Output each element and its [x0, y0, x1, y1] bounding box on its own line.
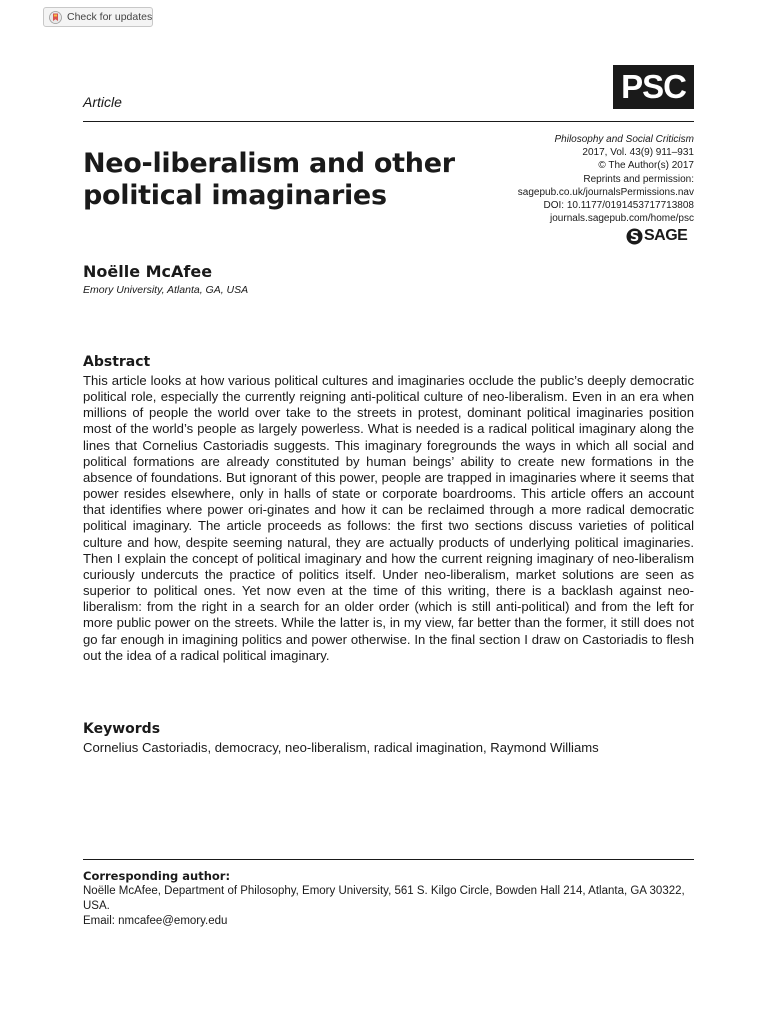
doi-link[interactable]: DOI: 10.1177/0191453717713808	[543, 200, 694, 212]
check-for-updates-label: Check for updates	[67, 11, 153, 23]
abstract-heading: Abstract	[83, 354, 151, 370]
copyright-notice: © The Author(s) 2017	[598, 160, 694, 172]
footnote-divider	[83, 859, 694, 860]
abstract-text: This article looks at how various political cultures and imaginaries occlude the public’s deeply democratic political role, especially the currently reigning anti-political culture of neo-liberalism. Even in an era when millions of people the world over take to the streets in protest, dominant political imaginaries position most of the world’s people as largely powerless. What is needed is a radical political imaginary along the lines that Cornelius Castoriadis suggests. This imaginary foregrounds the ways in which all social and political formations are already constituted by human beings’ ability to create new formations in the absence of foundations. But ignorant of this power, people are trapped in imaginaries where it seems that power resides elsewhere, only in halls of state or corporate boardrooms. This article offers an account that identifies where power ori-ginates and how it can be reclaimed through a more radical democratic political imaginary. The article proceeds as follows: the first two sections discuss varieties of political culture and how, despite seeming natural, they are actually products of underlying political imaginaries. Then I explain the concept of political imaginary and how the current reigning imaginary of neo-liberalism curiously undercuts the practice of politics itself. Under neo-liberalism, market solutions are seen as superior to political ones. Yet now even at the time of this writing, there is a backlash against neo-liberalism: from the right in a search for an older order (which is still anti-political) and from the left for more public power on the streets. While the latter is, in my view, far better than the former, it still does not go far enough in imagining politics and power otherwise. In the final section I draw on Castoriadis to flesh out the idea of a radical political imaginary.	[83, 373, 694, 663]
svg-text:S: S	[629, 229, 640, 245]
update-check-icon	[49, 11, 62, 24]
publisher-name: SAGE	[644, 227, 688, 244]
sage-dollar-icon	[626, 228, 643, 245]
article-type-label: Article	[83, 94, 122, 110]
corresponding-author-heading: Corresponding author:	[83, 869, 231, 883]
permissions-link[interactable]: sagepub.co.uk/journalsPermissions.nav	[517, 186, 694, 198]
journal-home-link[interactable]: journals.sagepub.com/home/psc	[550, 213, 694, 225]
publisher-logo	[626, 226, 687, 246]
journal-logo: PSC	[613, 65, 694, 109]
keywords-text: Cornelius Castoriadis, democracy, neo-liberalism, radical imagination, Raymond Williams	[83, 740, 599, 755]
corresponding-author-address: Noëlle McAfee, Department of Philosophy, Emory University, 561 S. Kilgo Circle, Bowden Hall 214, Atlanta, GA 30322, USA.	[83, 885, 685, 912]
author-affiliation: Emory University, Atlanta, GA, USA	[83, 284, 249, 296]
journal-volume: 2017, Vol. 43(9) 911–931	[582, 147, 694, 159]
reprints-label: Reprints and permission:	[583, 173, 694, 185]
article-title: Neo-liberalism and other political imaginaries	[83, 148, 455, 211]
journal-metadata	[518, 133, 694, 225]
keywords-heading: Keywords	[83, 721, 161, 737]
corresponding-author-email[interactable]: Email: nmcafee@emory.edu	[83, 915, 228, 927]
check-for-updates-button[interactable]	[43, 7, 153, 27]
journal-name: Philosophy and Social Criticism	[554, 134, 694, 145]
header-divider	[83, 121, 694, 122]
author-name: Noëlle McAfee	[83, 262, 213, 281]
corresponding-author-details	[83, 884, 694, 929]
